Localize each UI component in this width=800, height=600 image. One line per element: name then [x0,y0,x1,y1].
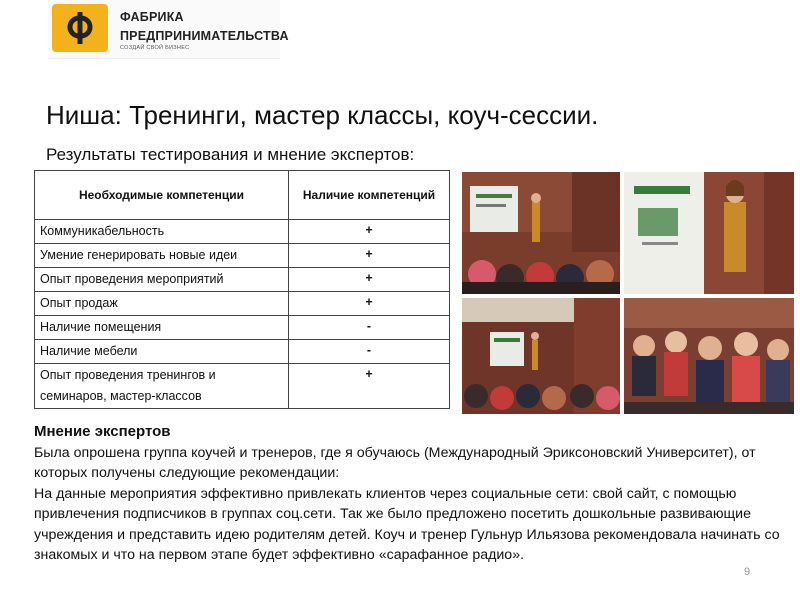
logo-tagline: СОЗДАЙ СВОЙ БИЗНЕС [120,45,190,51]
table-header-row [35,171,450,220]
competence-name: Наличие мебели [35,340,289,364]
competence-name: Опыт проведения тренингов и семинаров, мастер-классов [35,364,289,409]
competence-table [34,170,450,409]
competence-name: Опыт проведения мероприятий [35,268,289,292]
experts-opinion [34,422,786,566]
training-photo-1 [462,172,620,294]
competence-name: Наличие помещения [35,316,289,340]
table-row [35,244,450,268]
page-number: 9 [744,566,751,578]
logo-line2: ПРЕДПРИНИМАТЕЛЬСТВА [120,29,289,43]
slide-subtitle: Результаты тестирования и мнение экспертов: [46,145,415,164]
competence-value: + [289,364,450,409]
training-photo-2 [624,172,794,294]
training-photo-3 [462,298,620,414]
competence-name: Умение генерировать новые идеи [35,244,289,268]
competence-value: + [289,244,450,268]
table-row [35,340,450,364]
experts-paragraph-2: На данные мероприятия эффективно привлекать клиентов через социальные сети: свой сайт, с помощью привлечения подписчиков в группах соц.сети. Так же было предложено посетить дошкольные развивающие учреждения и представить идею родителям детей. Коуч и тренер Гульнур Ильязова рекомендовала начинать со знакомых и что на первом этапе будет эффективно «сарафанное радио». [34,485,780,563]
competence-name: Опыт продаж [35,292,289,316]
table-row [35,292,450,316]
photo-collage [462,172,794,414]
competence-value: - [289,316,450,340]
table-row [35,220,450,244]
table-row [35,364,450,409]
competence-value: + [289,268,450,292]
slide-title: Ниша: Тренинги, мастер классы, коуч-сессии. [46,100,599,130]
experts-heading: Мнение экспертов [34,423,171,440]
table-row [35,316,450,340]
logo [48,0,289,59]
competence-value: + [289,292,450,316]
logo-text [120,8,289,46]
experts-paragraph-1: Была опрошена группа коучей и тренеров, где я обучаюсь (Международный Эриксоновский Университет), от которых получены следующие рекомендации: [34,444,756,481]
header-competences: Необходимые компетенции [35,171,289,220]
training-photo-4 [624,298,794,414]
competence-value: + [289,220,450,244]
logo-mark-icon [52,4,108,52]
header-availability: Наличие компетенций [289,171,450,220]
table-row [35,268,450,292]
competence-name: Коммуникабельность [35,220,289,244]
logo-line1: ФАБРИКА [120,10,184,24]
competence-value: - [289,340,450,364]
